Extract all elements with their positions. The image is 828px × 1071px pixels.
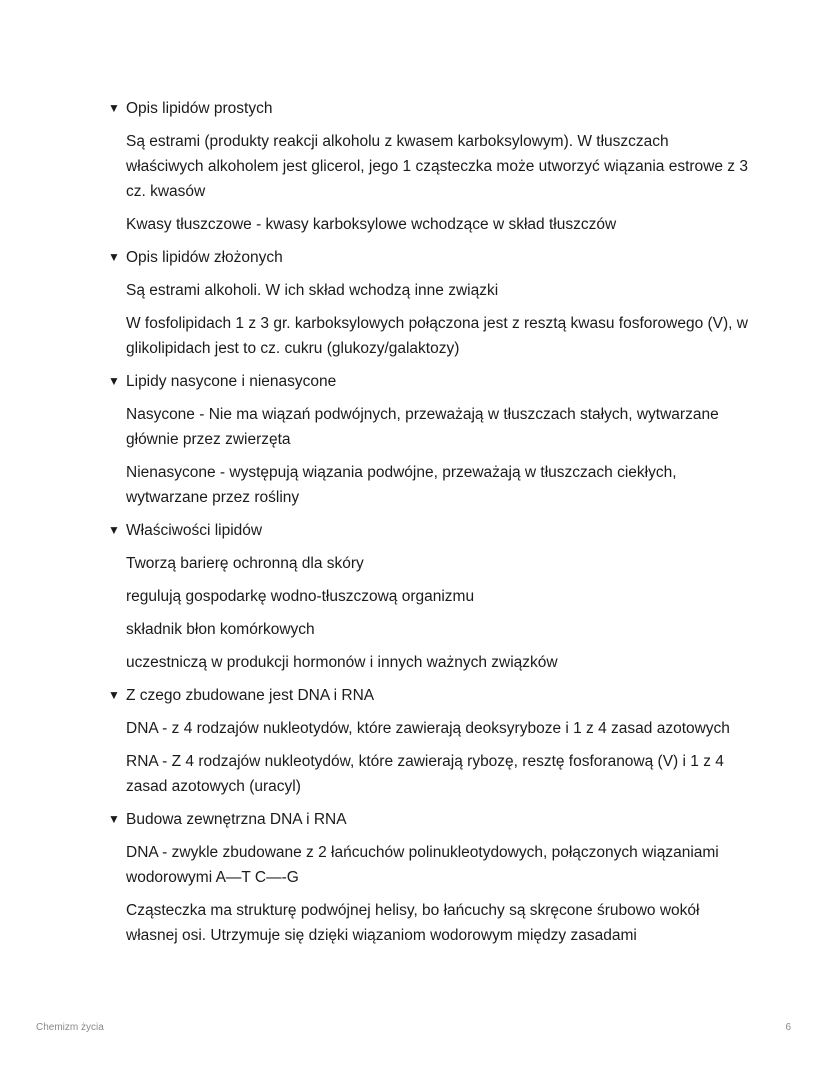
- toggle-title: Opis lipidów prostych: [126, 100, 273, 117]
- paragraph: Kwasy tłuszczowe - kwasy karboksylowe wchodzące w skład tłuszczów: [126, 216, 617, 233]
- document-content: [108, 96, 748, 948]
- paragraph: Są estrami (produkty reakcji alkoholu z kwasem karboksylowym). W tłuszczach właściwych alkoholem jest glicerol, jego 1 cząsteczka może utworzyć wiązania estrowe z 3 cz. kwasów: [126, 133, 748, 200]
- paragraph: Cząsteczka ma strukturę podwójnej helisy, bo łańcuchy są skręcone śrubowo wokół własnej osi. Utrzymuje się dzięki wiązaniom wodorowym między zasadami: [126, 902, 700, 944]
- paragraph: uczestniczą w produkcji hormonów i innych ważnych związków: [126, 654, 558, 671]
- toggle-triangle-icon[interactable]: ▼: [108, 812, 120, 826]
- paragraph: DNA - zwykle zbudowane z 2 łańcuchów polinukleotydowych, połączonych wiązaniami wodorowymi A—T C—-G: [126, 844, 719, 886]
- toggle-triangle-icon[interactable]: ▼: [108, 250, 120, 264]
- toggle-triangle-icon[interactable]: ▼: [108, 688, 120, 702]
- toggle-title: Budowa zewnętrzna DNA i RNA: [126, 811, 347, 828]
- toggle-body: [108, 121, 748, 237]
- toggle-body: [108, 543, 748, 675]
- toggle-header[interactable]: [108, 245, 748, 270]
- toggle-body: [108, 708, 748, 799]
- toggle-header[interactable]: [108, 683, 748, 708]
- toggle-block-nasycone: [108, 369, 748, 510]
- toggle-title: Opis lipidów złożonych: [126, 249, 283, 266]
- toggle-body: [108, 832, 748, 948]
- paragraph: składnik błon komórkowych: [126, 621, 315, 638]
- toggle-header[interactable]: [108, 369, 748, 394]
- paragraph: Nienasycone - występują wiązania podwójne, przeważają w tłuszczach ciekłych, wytwarzane przez rośliny: [126, 464, 677, 506]
- toggle-body: [108, 394, 748, 510]
- footer-page-number: 6: [785, 1022, 791, 1033]
- paragraph: RNA - Z 4 rodzajów nukleotydów, które zawierają rybozę, resztę fosforanową (V) i 1 z 4 zasad azotowych (uracyl): [126, 753, 724, 795]
- paragraph: regulują gospodarkę wodno-tłuszczową organizmu: [126, 588, 475, 605]
- toggle-header[interactable]: [108, 96, 748, 121]
- toggle-block-dna-rna-budowa: [108, 807, 748, 948]
- paragraph: Tworzą barierę ochronną dla skóry: [126, 555, 364, 572]
- toggle-title: Z czego zbudowane jest DNA i RNA: [126, 687, 375, 704]
- toggle-triangle-icon[interactable]: ▼: [108, 523, 120, 537]
- toggle-block-lipidy-proste: [108, 96, 748, 237]
- toggle-title: Właściwości lipidów: [126, 522, 263, 539]
- toggle-triangle-icon[interactable]: ▼: [108, 101, 120, 115]
- toggle-header[interactable]: [108, 807, 748, 832]
- paragraph: Są estrami alkoholi. W ich skład wchodzą inne związki: [126, 282, 499, 299]
- toggle-block-lipidy-zlozone: [108, 245, 748, 361]
- footer-document-title: Chemizm życia: [36, 1022, 104, 1033]
- toggle-header[interactable]: [108, 518, 748, 543]
- toggle-body: [108, 270, 748, 361]
- paragraph: W fosfolipidach 1 z 3 gr. karboksylowych połączona jest z resztą kwasu fosforowego (V), w glikolipidach jest to cz. cukru (glukozy/galaktozy): [126, 315, 748, 357]
- toggle-block-dna-rna-sklad: [108, 683, 748, 799]
- paragraph: Nasycone - Nie ma wiązań podwójnych, przeważają w tłuszczach stałych, wytwarzane głównie przez zwierzęta: [126, 406, 719, 448]
- toggle-triangle-icon[interactable]: ▼: [108, 374, 120, 388]
- paragraph: DNA - z 4 rodzajów nukleotydów, które zawierają deoksyryboze i 1 z 4 zasad azotowych: [126, 720, 730, 737]
- toggle-title: Lipidy nasycone i nienasycone: [126, 373, 337, 390]
- toggle-block-wlasciwosci: [108, 518, 748, 675]
